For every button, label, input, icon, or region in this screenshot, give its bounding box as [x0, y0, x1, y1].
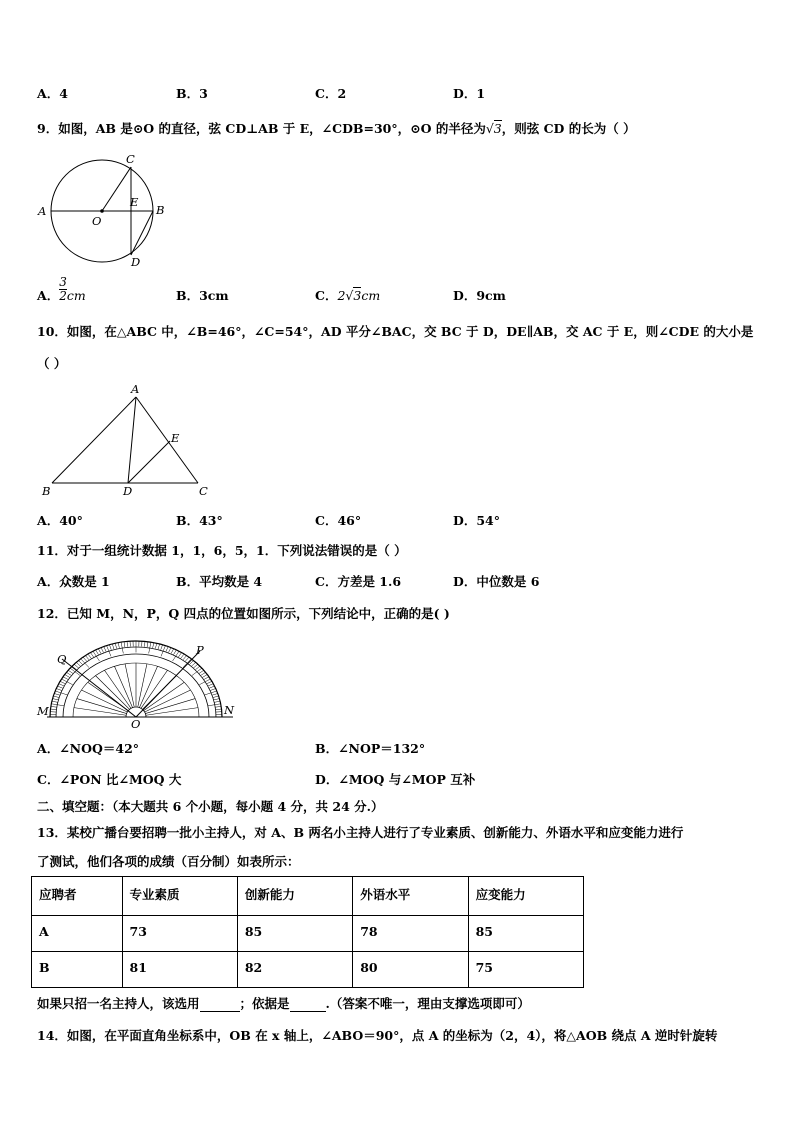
protractor-tick	[57, 686, 62, 688]
sqrt-symbol: √	[485, 121, 494, 136]
protractor-tick	[50, 709, 56, 710]
answer-text-2: ；依据是	[239, 996, 290, 1011]
option-d: D．1	[453, 86, 486, 101]
option-a: A．4	[37, 86, 68, 101]
question-10-line2: （ ）	[37, 356, 67, 371]
protractor-tick	[104, 647, 106, 652]
protractor-tick	[65, 675, 70, 678]
table-header-row	[32, 877, 584, 916]
q11-option-b: B．平均数是 4	[176, 574, 263, 589]
table-cell: B	[32, 952, 123, 988]
protractor-tick	[88, 654, 91, 658]
answer-text-3: .（答案不唯一，理由支撑选项即可）	[325, 996, 530, 1011]
score-table	[31, 876, 584, 988]
option-b: B．3	[176, 86, 208, 101]
protractor-tick	[59, 684, 64, 686]
protractor-tick	[207, 681, 212, 683]
protractor-tick	[54, 694, 60, 696]
protractor-tick	[174, 650, 177, 655]
q9-option-c-radicand: 3	[353, 288, 362, 303]
q11-option-c: C．方差是 1.6	[315, 574, 402, 589]
question-9	[37, 119, 636, 137]
q9-option-d: D．9cm	[453, 288, 506, 303]
q11-option-d: D．中位数是 6	[453, 574, 540, 589]
q12-option-a: A．∠NOQ＝42°	[37, 741, 140, 756]
table-cell: 80	[353, 952, 468, 988]
answer-blank-2[interactable]	[290, 996, 326, 1012]
q10-option-d: D．54°	[453, 513, 500, 528]
protractor-tick	[214, 701, 220, 702]
q12-option-c: C．∠PON 比∠MOQ 大	[37, 772, 182, 787]
question-9-text-pre: 9．如图，AB 是⊙O 的直径，弦 CD⊥AB 于 E，∠CDB=30°，⊙O 的半径为	[37, 121, 486, 136]
fraction-denominator: 2	[59, 289, 67, 303]
protractor-tick	[76, 662, 80, 666]
protractor-tick	[208, 684, 213, 686]
protractor-tick	[201, 672, 206, 675]
protractor-tick	[194, 664, 198, 668]
protractor-ray	[77, 699, 127, 714]
protractor-ray	[96, 676, 130, 710]
protractor-ray	[144, 682, 185, 710]
table-header-cell: 应聘者	[32, 877, 123, 916]
protractor-tick	[181, 654, 184, 658]
protractor-tick	[90, 653, 93, 658]
protractor-tick	[147, 642, 148, 647]
protractor-rays	[74, 663, 198, 715]
label-m: M	[37, 704, 49, 718]
protractor-tick	[158, 644, 160, 649]
protractor-tick	[53, 699, 59, 700]
protractor-tick	[51, 706, 57, 707]
label-a: A	[38, 204, 47, 218]
sqrt-symbol-c: √	[345, 288, 354, 303]
table-cell: 85	[468, 916, 583, 952]
protractor-tick	[62, 679, 73, 685]
protractor-tick	[209, 686, 214, 688]
q9-option-a-unit: cm	[66, 288, 86, 303]
option-c: C．2	[315, 86, 347, 101]
q9-option-b: B．3cm	[176, 288, 229, 303]
label-o: O	[131, 717, 141, 730]
question-13-line2: 了测试，他们各项的成绩（百分制）如表所示：	[37, 854, 300, 869]
protractor-tick	[115, 643, 116, 648]
protractor-figure	[35, 636, 245, 730]
protractor-tick	[212, 694, 218, 696]
label-o: O	[92, 214, 102, 228]
fraction-numerator: 3	[59, 275, 67, 289]
protractor-tick	[173, 651, 179, 661]
table-cell: A	[32, 916, 123, 952]
table-cell: 75	[468, 952, 583, 988]
protractor-tick	[74, 664, 78, 668]
protractor-tick	[124, 642, 125, 647]
label-c: C	[199, 484, 208, 498]
question-13-answer-line	[37, 994, 530, 1012]
protractor-tick	[199, 679, 210, 685]
triangle-figure	[35, 380, 225, 500]
q10-option-b: B．43°	[176, 513, 223, 528]
protractor-tick	[192, 662, 196, 666]
table-row	[32, 952, 584, 988]
protractor-tick	[53, 696, 59, 697]
q9-option-c-coef: 2	[337, 288, 346, 303]
q9-option-c-unit: cm	[361, 288, 381, 303]
label-d: D	[131, 255, 141, 269]
protractor-tick	[214, 699, 220, 700]
question-9-sqrt-value: 3	[493, 121, 502, 136]
label-c: C	[126, 152, 135, 166]
protractor-tick	[161, 645, 163, 650]
protractor-tick	[171, 649, 174, 654]
label-e: E	[130, 195, 139, 209]
protractor-tick	[93, 651, 99, 661]
protractor-tick	[63, 677, 68, 680]
protractor-tick	[185, 657, 189, 661]
protractor-tick	[52, 701, 58, 702]
protractor-tick	[202, 675, 207, 678]
q9-option-c	[315, 286, 380, 304]
protractor-tick	[169, 648, 171, 653]
protractor-tick	[60, 681, 65, 683]
table-header-cell: 应变能力	[468, 877, 583, 916]
table-header-cell: 外语水平	[353, 877, 468, 916]
protractor-tick	[183, 659, 191, 668]
protractor-tick	[66, 672, 71, 675]
protractor-tick	[78, 661, 82, 665]
protractor-tick	[96, 650, 99, 655]
protractor-tick	[118, 643, 119, 648]
protractor-tick	[109, 645, 111, 650]
table-cell: 78	[353, 916, 468, 952]
protractor-tick	[166, 647, 168, 652]
protractor-tick	[155, 643, 156, 648]
protractor-tick	[68, 670, 73, 673]
protractor-tick	[85, 656, 89, 660]
label-e: E	[171, 431, 180, 445]
protractor-tick	[183, 656, 187, 660]
protractor-tick	[112, 644, 114, 649]
answer-text-1: 如果只招一名主持人，该选用	[37, 996, 200, 1011]
protractor-tick	[127, 641, 128, 646]
protractor-tick	[81, 659, 89, 668]
question-10-line1: 10．如图，在△ABC 中，∠B=46°，∠C=54°，AD 平分∠BAC，交 BC 于 D，DE∥AB，交 AC 于 E，则∠CDE 的大小是	[37, 324, 754, 339]
protractor-tick	[204, 677, 209, 680]
protractor-tick	[215, 706, 221, 707]
q12-option-d: D．∠MOQ 与∠MOP 互补	[315, 772, 476, 787]
q11-option-a: A．众数是 1	[37, 574, 110, 589]
q9-option-c-label: C．	[315, 288, 338, 303]
protractor-ray	[145, 699, 195, 714]
question-11: 11．对于一组统计数据 1，1，6，5，1．下列说法错误的是（ ）	[37, 543, 407, 558]
question-14: 14．如图，在平面直角坐标系中，OB 在 x 轴上，∠ABO＝90°，点 A 的坐标为（2，4），将△AOB 绕点 A 逆时针旋转	[37, 1028, 718, 1043]
table-header-cell: 创新能力	[237, 877, 352, 916]
label-b: B	[42, 484, 51, 498]
protractor-tick	[199, 670, 204, 673]
circle-figure	[35, 150, 175, 270]
protractor-tick	[216, 709, 222, 710]
table-cell: 73	[122, 916, 237, 952]
answer-blank-1[interactable]	[200, 996, 240, 1012]
q10-option-c: C．46°	[315, 513, 362, 528]
protractor-ray	[146, 708, 198, 716]
q12-option-b: B．∠NOP＝132°	[315, 741, 426, 756]
table-cell: 85	[237, 916, 352, 952]
q9-option-a	[37, 275, 86, 304]
label-d: D	[123, 484, 133, 498]
protractor-tick	[192, 668, 202, 675]
table-cell: 81	[122, 952, 237, 988]
protractor-tick	[101, 648, 103, 653]
protractor-ray	[74, 708, 126, 716]
q9-option-a-label: A．	[37, 288, 60, 303]
question-12: 12．已知 M，N，P，Q 四点的位置如图所示，下列结论中，正确的是( )	[37, 606, 450, 621]
label-a: A	[131, 382, 140, 396]
protractor-tick	[98, 649, 101, 654]
label-q: Q	[57, 652, 67, 666]
label-n: N	[224, 703, 235, 717]
section-heading: 二、填空题：（本大题共 6 个小题，每小题 4 分，共 24 分.）	[37, 799, 384, 814]
table-row	[32, 916, 584, 952]
q10-option-a: A．40°	[37, 513, 83, 528]
label-p: P	[196, 643, 204, 657]
table-cell: 82	[237, 952, 352, 988]
protractor-tick	[178, 653, 181, 658]
q9-option-a-fraction	[59, 277, 67, 302]
protractor-tick	[210, 689, 216, 691]
protractor-tick	[195, 666, 199, 670]
question-13-line1: 13．某校广播台要招聘一批小主持人，对 A、B 两名小主持人进行了专业素质、创新能力、外语水平和应变能力进行	[37, 825, 684, 840]
protractor-tick	[144, 641, 145, 646]
protractor-tick	[56, 689, 62, 691]
label-b: B	[156, 203, 165, 217]
table-header-cell: 专业素质	[122, 877, 237, 916]
protractor-tick	[153, 643, 154, 648]
protractor-tick	[213, 696, 219, 697]
question-9-text-post: ，则弦 CD 的长为（ ）	[501, 121, 636, 136]
protractor-tick	[83, 657, 87, 661]
